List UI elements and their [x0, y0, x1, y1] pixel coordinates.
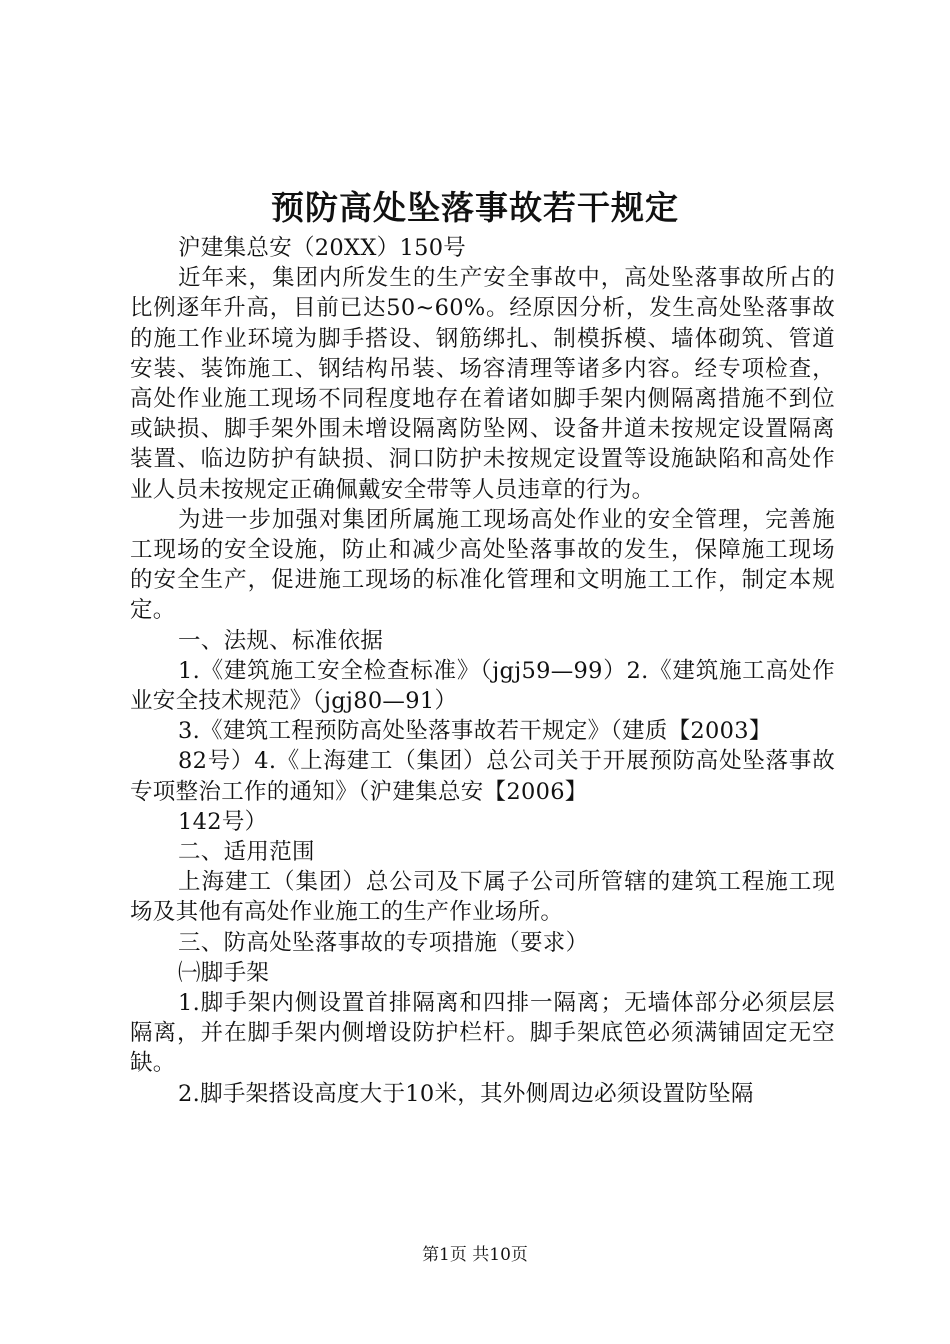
document-number: 沪建集总安（20XX）150号	[178, 235, 467, 261]
measure-item-1: 1.脚手架内侧设置首排隔离和四排一隔离；无墙体部分必须层层隔离，并在脚手架内侧增设防护栏杆。脚手架底笆必须满铺固定无空缺。	[130, 990, 835, 1077]
page-footer: 第1页 共10页	[422, 1245, 528, 1265]
basis-item-1-2: 1.《建筑施工安全检查标准》（jgj59—99）2.《建筑施工高处作业安全技术规范》（jgj80—91）	[130, 657, 835, 715]
measure-item-2: 2.脚手架搭设高度大于10米，其外侧周边必须设置防坠隔	[178, 1080, 754, 1107]
document-body	[130, 233, 835, 1109]
paragraph-intro: 近年来，集团内所发生的生产安全事故中，高处坠落事故所占的比例逐年升高，目前已达50~60%。经原因分析，发生高处坠落事故的施工作业环境为脚手搭设、钢筋绑扎、制模拆模、墙体砌筑、管道安装、装饰施工、钢结构吊装、场容清理等诸多内容。经专项检查，高处作业施工现场不同程度地存在着诸如脚手架内侧隔离措施不到位或缺损、脚手架外围未增设隔离防坠网、设备井道未按规定设置隔离装置、临边防护有缺损、洞口防护未按规定设置等设施缺陷和高处作业人员未按规定正确佩戴安全带等人员违章的行为。	[130, 265, 835, 503]
document-title: 预防高处坠落事故若干规定	[271, 188, 679, 227]
section-heading-scope: 二、适用范围	[178, 839, 315, 866]
paragraph-purpose: 为进一步加强对集团所属施工现场高处作业的安全管理，完善施工现场的安全设施，防止和减少高处坠落事故的发生，保障施工现场的安全生产，促进施工现场的标准化管理和文明施工工作，制定本规定。	[130, 506, 835, 624]
section-heading-basis: 一、法规、标准依据	[178, 627, 384, 654]
paragraph-scope: 上海建工（集团）总公司及下属子公司所管辖的建筑工程施工现场及其他有高处作业施工的生产作业场所。	[130, 869, 835, 926]
basis-item-4: 82号）4.《上海建工（集团）总公司关于开展预防高处坠落事故专项整治工作的通知》（沪建集总安【2006】	[130, 748, 835, 805]
subsection-heading-scaffold: ㈠脚手架	[178, 959, 270, 986]
section-heading-measures: 三、防高处坠落事故的专项措施（要求）	[178, 929, 589, 956]
basis-item-3: 3.《建筑工程预防高处坠落事故若干规定》（建质【2003】	[178, 718, 772, 745]
basis-item-4-end: 142号）	[178, 808, 268, 835]
